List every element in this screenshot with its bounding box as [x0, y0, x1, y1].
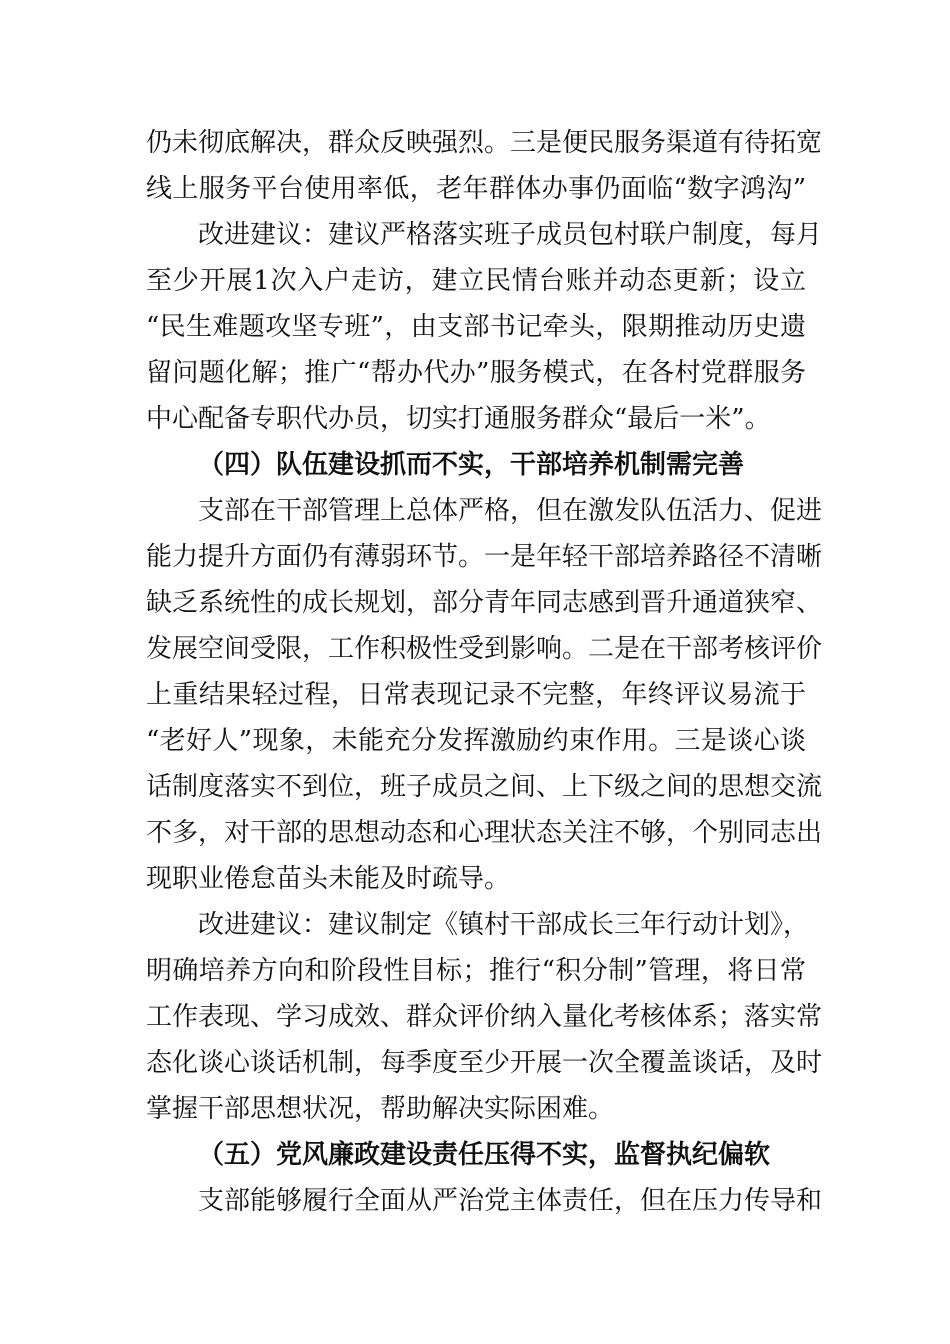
section-heading-4: （四）队伍建设抓而不实，干部培养机制需完善	[198, 450, 745, 480]
text-line: 留问题化解；推广“帮办代办”服务模式，在各村党群服务	[146, 358, 806, 388]
text-line: 明确培养方向和阶段性目标；推行“积分制”管理，将日常	[146, 956, 806, 986]
text-line: 工作表现、学习成效、群众评价纳入量化考核体系；落实常	[146, 1002, 823, 1032]
text-line: 掌握干部思想状况，帮助解决实际困难。	[146, 1094, 615, 1124]
text-line: 缺乏系统性的成长规划，部分青年同志感到晋升通道狭窄、	[146, 588, 823, 618]
text-line: 仍未彻底解决，群众反映强烈。三是便民服务渠道有待拓宽	[146, 128, 823, 158]
text-line: 现职业倦怠苗头未能及时疏导。	[146, 864, 511, 894]
text-line: “民生难题攻坚专班”，由支部书记牵头，限期推动历史遗	[146, 312, 806, 342]
text-line: 不多，对干部的思想动态和心理状态关注不够，个别同志出	[146, 818, 823, 848]
text-line: 中心配备专职代办员，切实打通服务群众“最后一米”。	[146, 404, 771, 434]
paragraph-first-line: 改进建议：建议制定《镇村干部成长三年行动计划》，	[198, 910, 810, 940]
text-line: “老好人”现象，未能充分发挥激励约束作用。三是谈心谈	[146, 726, 806, 756]
paragraph-first-line: 支部在干部管理上总体严格，但在激发队伍活力、促进	[198, 496, 823, 526]
text-line: 能力提升方面仍有薄弱环节。一是年轻干部培养路径不清晰	[146, 542, 823, 572]
section-heading-5: （五）党风廉政建设责任压得不实，监督执纪偏软	[198, 1140, 771, 1170]
text-line: 线上服务平台使用率低，老年群体办事仍面临“数字鸿沟”	[146, 174, 806, 204]
text-line: 至少开展1次入户走访，建立民情台账并动态更新；设立	[146, 266, 806, 296]
paragraph-first-line: 支部能够履行全面从严治党主体责任，但在压力传导和	[198, 1186, 823, 1216]
paragraph-first-line: 改进建议：建议严格落实班子成员包村联户制度，每月	[198, 220, 823, 250]
text-line: 上重结果轻过程，日常表现记录不完整，年终评议易流于	[146, 680, 806, 710]
text-line: 发展空间受限，工作积极性受到影响。二是在干部考核评价	[146, 634, 823, 664]
text-line: 话制度落实不到位，班子成员之间、上下级之间的思想交流	[146, 772, 823, 802]
text-line: 态化谈心谈话机制，每季度至少开展一次全覆盖谈话，及时	[146, 1048, 823, 1078]
